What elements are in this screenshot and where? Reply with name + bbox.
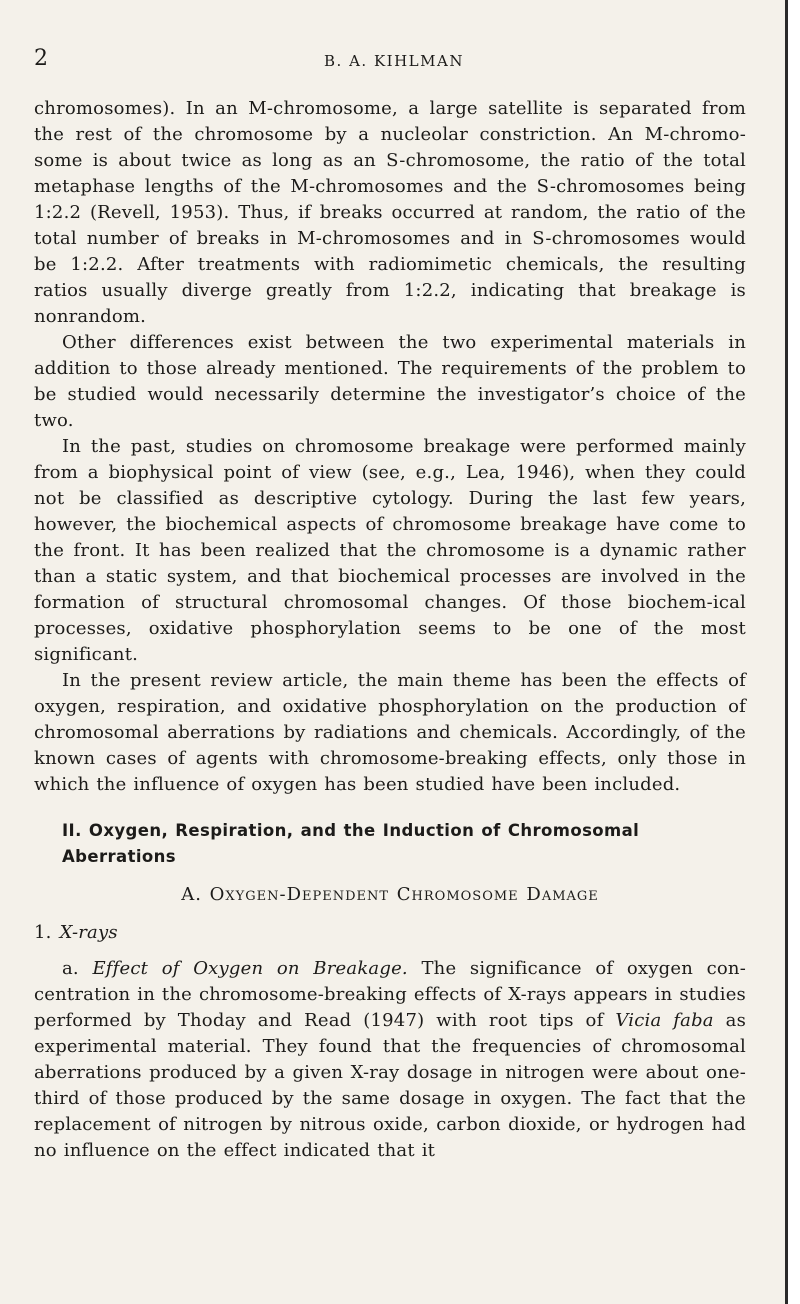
paragraph-5-text-b: as experimental material. They found that the frequencies of chromosomal aberrations produced by a given X-ray dosage in nitrogen were about one-third of those produced by the same dosage in oxygen. The fact that the replacement of nitrogen by nitrous oxide, carbon dioxide, or hydrogen had no influence on the effect indicated that it bbox=[34, 1010, 747, 1161]
section-heading: II. Oxygen, Respiration, and the Induction of Chromosomal Aberrations bbox=[62, 821, 640, 866]
paragraph-3: In the past, studies on chromosome breakage were performed mainly from a biophysical point of view (see, e.g., Lea, 1946), when they could not be classified as descriptive cytology. During the last few years, however, the biochemical aspects of chromosome breakage have come to the front. It has been realized that the chromosome is a dynamic rather than a static system, and that biochemical processes are involved in the formation of structural chromosomal changes. Of those biochem-ical processes, oxidative phosphorylation seems to be one of the most significant. bbox=[34, 436, 746, 665]
item-title: X-rays bbox=[59, 922, 118, 943]
item-number: 1. bbox=[34, 922, 52, 943]
paragraph-2: Other differences exist between the two experimental materials in addition to those already mentioned. The requirements of the problem to be studied would necessarily determine the investigator’s choice of the two. bbox=[34, 332, 746, 431]
body-text bbox=[34, 96, 746, 1164]
run-in-title: Effect of Oxygen on Breakage. bbox=[92, 958, 408, 979]
paragraph-5 bbox=[34, 956, 746, 1164]
page-header bbox=[34, 44, 754, 74]
paragraph-5-text-a: The significance of oxygen con-centration in the chromosome-breaking effects of X-rays appears in studies performed by Thoday and Read (1947) with root tips of bbox=[34, 958, 746, 1031]
paragraph-5-label: a. bbox=[62, 958, 79, 979]
species-name: Vicia faba bbox=[615, 1010, 714, 1031]
paragraph-1: chromosomes). In an M-chromosome, a large satellite is separated from the rest of the chromosome by a nucleolar constriction. An M-chromo-some is about twice as long as an S-chromosome, the ratio of the total metaphase lengths of the M-chromosomes and the S-chromosomes being 1:2.2 (Revell, 1953). Thus, if breaks occurred at random, the ratio of the total number of breaks in M-chromosomes and in S-chromosomes would be 1:2.2. After treatments with radiomimetic chemicals, the resulting ratios usually diverge greatly from 1:2.2, indicating that breakage is nonrandom. bbox=[34, 98, 746, 327]
page-number: 2 bbox=[34, 46, 48, 71]
running-head: B. A. KIHLMAN bbox=[324, 52, 464, 70]
item-heading bbox=[34, 920, 746, 946]
paragraph-4: In the present review article, the main theme has been the effects of oxygen, respiration, and oxidative phosphorylation on the production of chromosomal aberrations by radiations and chemicals. Accordingly, of the known cases of agents with chromosome-breaking effects, only those in which the influence of oxygen has been studied have been included. bbox=[34, 670, 746, 795]
page-edge-binding bbox=[785, 0, 800, 1304]
subsection-heading: A. Oxygen-Dependent Chromosome Damage bbox=[181, 884, 599, 905]
